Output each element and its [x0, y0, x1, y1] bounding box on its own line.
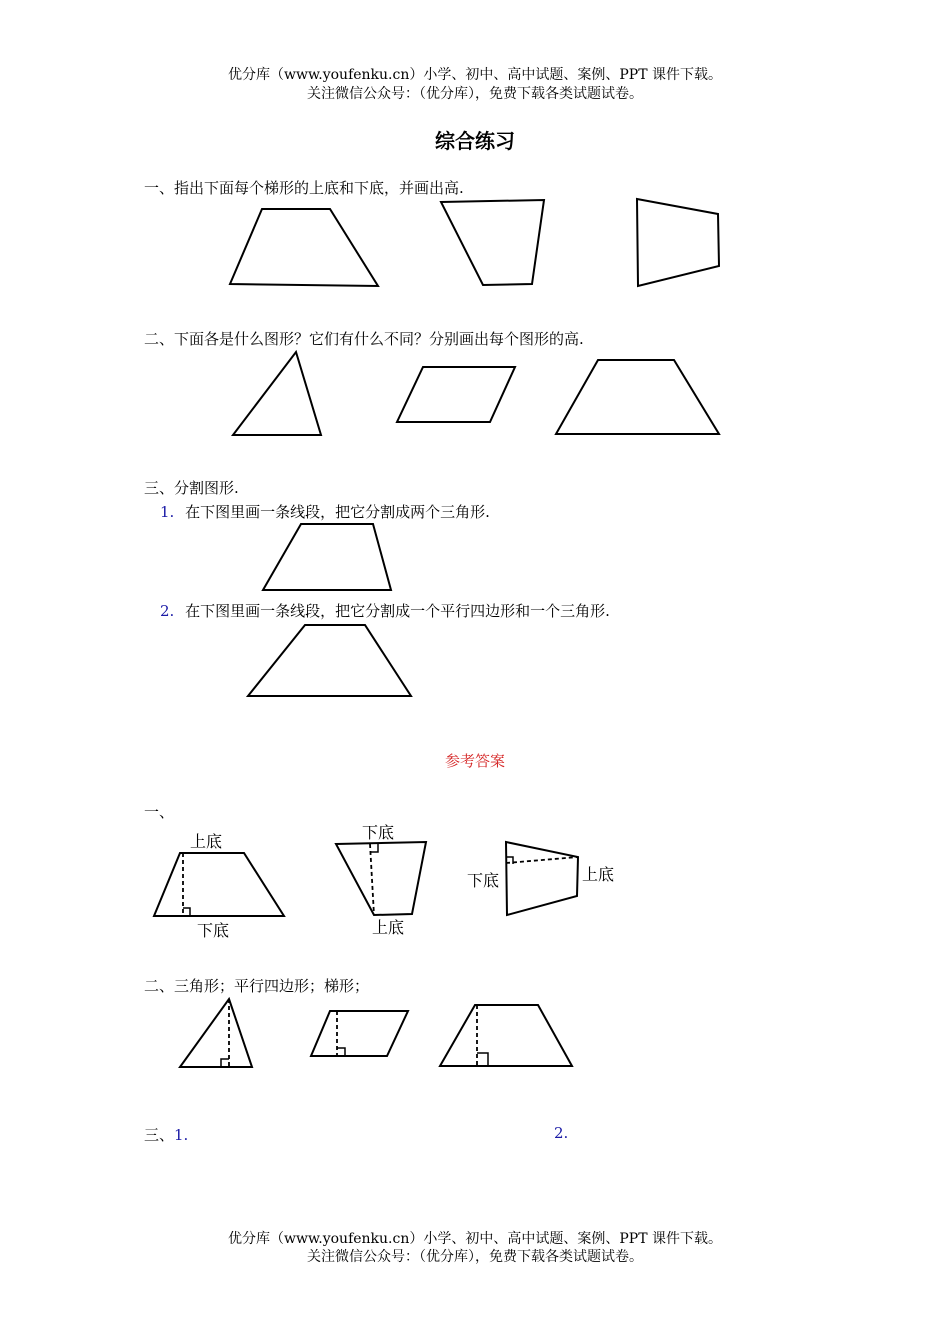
a2-parallelogram [311, 1011, 408, 1056]
a1-trapezoid-1 [154, 853, 284, 916]
footer-line-1: 优分库（www.youfenku.cn）小学、初中、高中试题、案例、PPT 课件下载。 [227, 1231, 722, 1247]
question-3-text: 三、分割图形. [144, 479, 239, 497]
q3-item-2-text: 在下图里画一条线段，把它分割成一个平行四边形和一个三角形. [185, 602, 610, 620]
answer-3-number-1: 1. [174, 1126, 189, 1144]
a1-label-upper-2: 下底 [362, 823, 395, 842]
question-1-text: 一、指出下面每个梯形的上底和下底，并画出高. [144, 179, 464, 197]
a2-right-angle-triangle [221, 1059, 229, 1067]
question-2-text: 二、下面各是什么图形？它们有什么不同？分别画出每个图形的高. [144, 330, 584, 348]
a1-right-angle-1 [183, 908, 190, 916]
a1-height-3 [506, 857, 578, 863]
a1-trapezoid-3 [506, 842, 578, 915]
q3-item-2-number: 2. [160, 602, 175, 620]
a1-label-upper-3: 上底 [582, 865, 615, 884]
a1-label-lower-1: 下底 [197, 921, 230, 940]
answer-3-label: 三、 [144, 1126, 175, 1144]
header-line-1: 优分库（www.youfenku.cn）小学、初中、高中试题、案例、PPT 课件下载。 [227, 67, 722, 83]
answer-3-number-2: 2. [554, 1124, 569, 1142]
a1-right-angle-2 [370, 844, 378, 852]
q3-item-1-number: 1. [160, 503, 175, 521]
a2-right-angle-parallelogram [337, 1048, 345, 1056]
footer-line-2: 关注微信公众号：（优分库），免费下载各类试题试卷。 [307, 1249, 643, 1265]
a1-label-upper-1: 上底 [190, 832, 223, 851]
a2-right-angle-trapezoid [477, 1053, 488, 1066]
q3-item-1-text: 在下图里画一条线段，把它分割成两个三角形. [185, 503, 490, 521]
answer-1-label: 一、 [144, 803, 175, 821]
a1-label-lower-2: 上底 [372, 918, 405, 937]
a1-trapezoid-2 [336, 842, 426, 915]
a2-trapezoid [440, 1005, 572, 1066]
answer-2-text: 二、三角形；平行四边形；梯形； [144, 977, 370, 995]
page-title: 综合练习 [435, 129, 515, 153]
a1-label-lower-3: 下底 [467, 871, 500, 890]
a2-triangle [180, 999, 252, 1067]
a1-height-2 [370, 844, 374, 915]
answers-title: 参考答案 [444, 752, 505, 770]
header-line-2: 关注微信公众号：（优分库），免费下载各类试题试卷。 [307, 86, 643, 102]
